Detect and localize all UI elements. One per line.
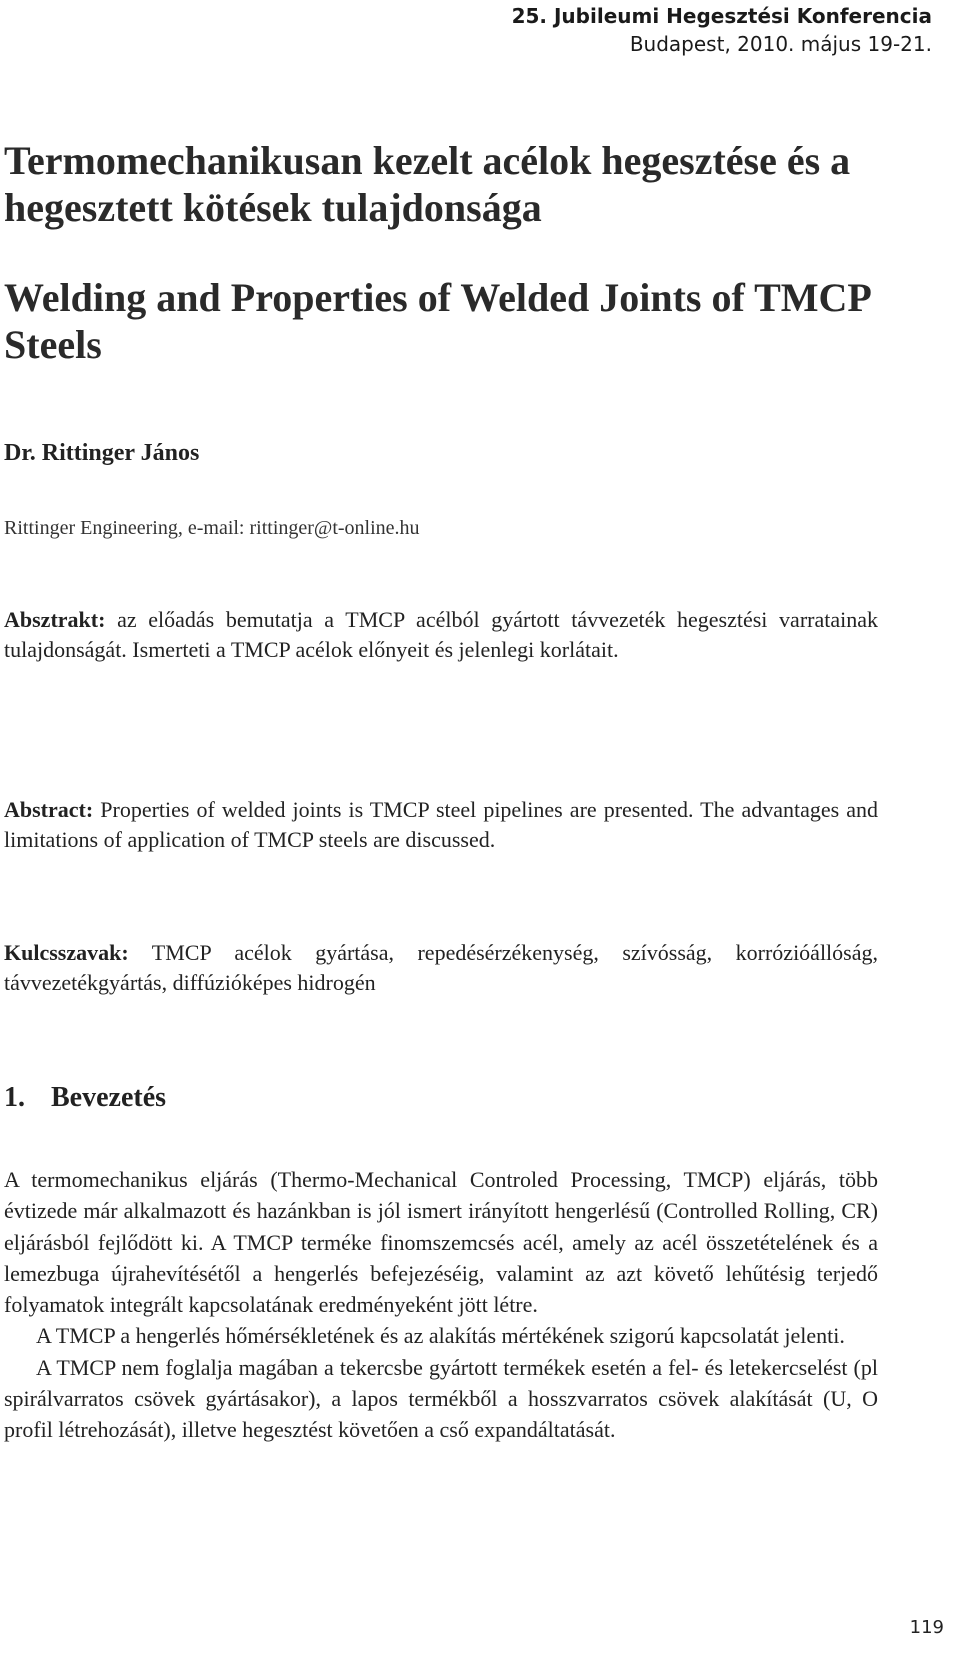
running-header [512,2,932,58]
body-paragraph: A TMCP a hengerlés hőmérsékletének és az alakítás mértékének szigorú kapcsolatát jelenti. [36,1323,845,1349]
section-body [4,1164,878,1446]
abstract-hungarian-label: Absztrakt: [4,607,106,632]
abstract-english-label: Abstract: [4,797,94,822]
section-title: Bevezetés [51,1082,167,1113]
keywords [4,938,878,998]
body-paragraph: A TMCP nem foglalja magában a tekercsbe gyártott termékek esetén a fel- és letekercselést (pl spirálvarratos csövek gyártásakor), a lapos termékből a hosszvarratos csövek alakítását (U, O profil létrehozását), illetve hegesztést követően a cső expandáltatását. [4,1354,878,1443]
title-english: Welding and Properties of Welded Joints of TMCP Steels [4,275,870,367]
conference-place-date: Budapest, 2010. május 19-21. [629,32,932,56]
conference-name: 25. Jubileumi Hegesztési Konferencia [511,4,932,28]
page-number: 119 [909,1617,944,1638]
keywords-label: Kulcsszavak: [4,940,129,965]
section-number: 1. [4,1082,25,1113]
author-affiliation: Rittinger Engineering, e-mail: rittinger@t-online.hu [4,517,420,539]
section-heading [4,1082,166,1114]
author-name: Dr. Rittinger János [4,440,200,466]
title-hungarian: Termomechanikusan kezelt acélok hegesztése és a hegesztett kötések tulajdonsága [4,138,851,230]
abstract-english [4,795,878,855]
keywords-text: TMCP acélok gyártása, repedésérzékenység, szívósság, korrózióállóság, távvezetékgyártás, diffúzióképes hidrogén [4,940,878,995]
abstract-english-text: Properties of welded joints is TMCP steel pipelines are presented. The advantages and limitations of application of TMCP steels are discussed. [4,797,878,852]
abstract-hungarian [4,605,878,665]
body-paragraph: A termomechanikus eljárás (Thermo-Mechanical Controled Processing, TMCP) eljárás, több évtizede már alkalmazott és hazánkban is jól ismert irányított hengerlésű (Controlled Rolling, CR) eljárásból fejlődött ki. A TMCP terméke finomszemcsés acél, amely az acél összetételének és a lemezbuga újrahevítésétől a hengerlés befejezéséig, valamint az azt követő lehűtésig terjedő folyamatok integrált kapcsolatának eredményeként jött létre. [4,1167,878,1318]
abstract-hungarian-text: az előadás bemutatja a TMCP acélból gyártott távvezeték hegesztési varratainak tulajdonságát. Ismerteti a TMCP acélok előnyeit és jelenlegi korlátait. [4,607,878,662]
